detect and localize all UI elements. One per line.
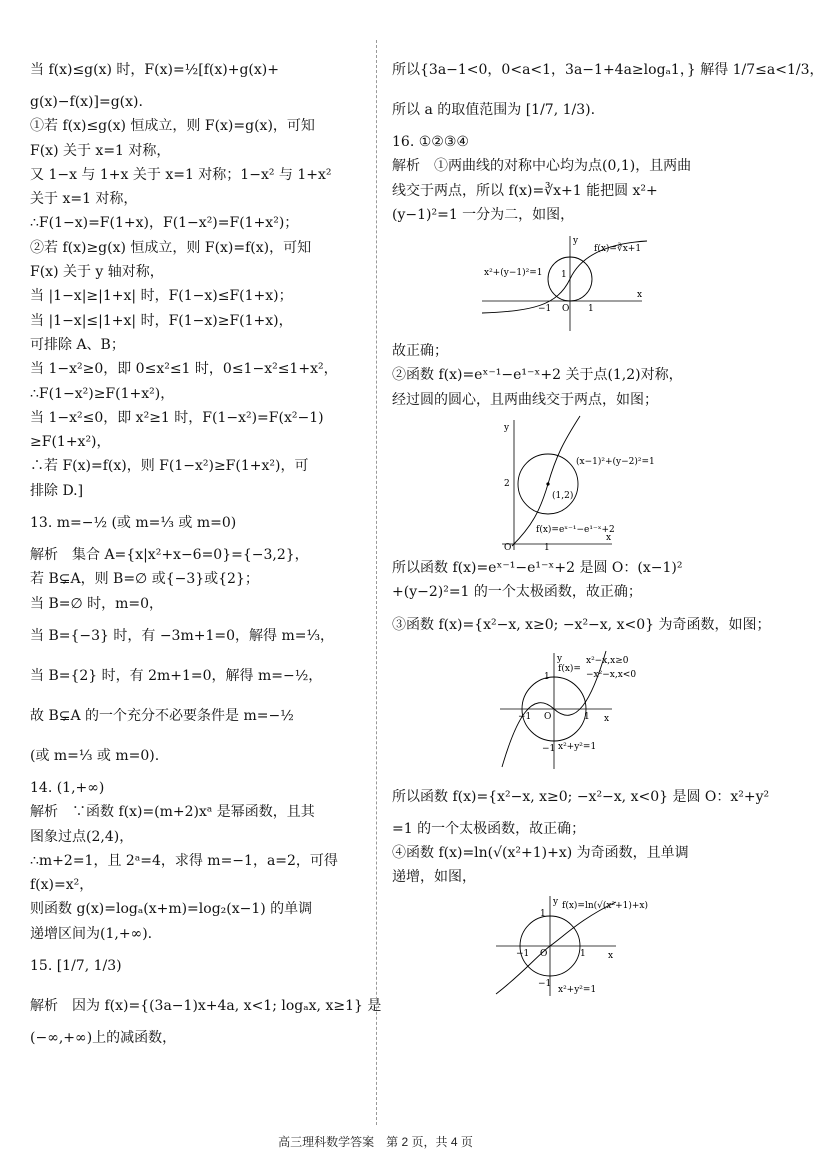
left-column xyxy=(30,50,382,1050)
text-line: 当 |1−x|≤|1+x| 时，F(1−x)≥F(1+x)， xyxy=(30,312,293,329)
figure-piecewise-circle xyxy=(392,649,742,773)
text-line: 解析 因为 f(x)={(3a−1)x+4a, x<1; logₐx, x≥1} 是 xyxy=(30,998,382,1015)
text-line: 当 1−x²≤0，即 x²≥1 时，F(1−x²)=F(x²−1) xyxy=(30,409,324,426)
text-line: 经过圆的圆心，且两曲线交于两点，如图； xyxy=(392,391,658,408)
fig3-function-label: f(x)= xyxy=(558,663,581,674)
fig3-origin: O xyxy=(544,711,552,722)
fig1-y-tick: 1 xyxy=(561,270,567,281)
fig4-x-tick: 1 xyxy=(580,948,586,959)
text-line: 递增区间为(1,+∞). xyxy=(30,925,153,942)
fig2-function-label: f(x)=eˣ⁻¹−e¹⁻ˣ+2 xyxy=(536,525,615,536)
fig1-function-label: f(x)=∛x+1 xyxy=(594,244,642,255)
text-line: 15. [1/7, 1/3) xyxy=(30,958,122,975)
text-line: +(y−2)²=1 的一个太极函数，故正确； xyxy=(392,584,642,601)
text-line: 当 f(x)≤g(x) 时，F(x)=½[f(x)+g(x)+ xyxy=(30,62,279,78)
text-line: 当 B={2} 时，有 2m+1=0，解得 m=−½， xyxy=(30,667,323,684)
fig4-x-tick-neg: −1 xyxy=(516,948,530,959)
fig2-x-tick: 1 xyxy=(544,543,550,554)
fig3-x-tick: 1 xyxy=(584,711,590,722)
text-line: 又 1−x 与 1+x 关于 x=1 对称；1−x² 与 1+x² xyxy=(30,166,332,183)
text-line: (y−1)²=1 一分为二，如图， xyxy=(392,206,575,223)
fig1-x-tick: 1 xyxy=(588,304,594,315)
text-line: (−∞,+∞)上的减函数， xyxy=(30,1030,177,1047)
text-line: 排除 D.] xyxy=(30,482,84,499)
fig1-x-tick-neg: −1 xyxy=(538,304,552,315)
fig3-y-tick: 1 xyxy=(544,671,550,682)
fig2-origin: O xyxy=(504,543,512,554)
fig1-origin: O xyxy=(562,304,570,315)
figure-log-circle xyxy=(392,894,742,998)
answer-16-part2-text xyxy=(392,339,742,412)
text-line: 若 B⊊A，则 B=∅ 或{−3}或{2}； xyxy=(30,571,259,588)
fig3-y-axis-label: y xyxy=(557,653,563,664)
fig1-circle-equation: x²+(y−1)²=1 xyxy=(484,268,543,279)
fig4-function-label: f(x)=ln(√(x²+1)+x) xyxy=(562,900,648,911)
text-line: ∴F(1−x)=F(1+x)，F(1−x²)=F(1+x²)； xyxy=(30,215,299,232)
text-line: 所以 a 的取值范围为 [1/7, 1/3). xyxy=(392,102,596,118)
text-line: ①若 f(x)≤g(x) 恒成立，则 F(x)=g(x)，可知 xyxy=(30,118,315,135)
text-line: 当 B={−3} 时，有 −3m+1=0，解得 m=⅓， xyxy=(30,627,335,644)
text-line: ③函数 f(x)={x²−x, x≥0; −x²−x, x<0} 为奇函数，如图； xyxy=(392,616,771,633)
text-line: 递增，如图， xyxy=(392,869,476,886)
text-line: F(x) 关于 x=1 对称， xyxy=(30,142,171,159)
fig2-circle-equation: (x−1)²+(y−2)²=1 xyxy=(576,457,655,468)
text-line: f(x)=x²， xyxy=(30,877,94,894)
text-line: 可排除 A、B； xyxy=(30,336,125,353)
text-line: 解析 集合 A={x|x²+x−6=0}={−3,2}， xyxy=(30,547,309,564)
fig2-x-axis-label: x xyxy=(606,533,612,544)
text-line: ∴若 F(x)=f(x)，则 F(1−x²)≥F(1+x²)，可 xyxy=(30,458,309,475)
fig2-y-tick: 2 xyxy=(504,479,510,490)
fig3-branch-2: −x²−x,x<0 xyxy=(586,669,637,680)
text-line: ②函数 f(x)=eˣ⁻¹−e¹⁻ˣ+2 关于点(1,2)对称， xyxy=(392,367,683,384)
text-line: g(x)−f(x)]=g(x). xyxy=(30,94,143,110)
text-line: ∴m+2=1，且 2ᵃ=4，求得 m=−1，a=2，可得 xyxy=(30,852,338,869)
fig4-circle-equation: x²+y²=1 xyxy=(558,984,597,995)
text-line: =1 的一个太极函数，故正确； xyxy=(392,820,586,837)
fig4-y-tick-neg: −1 xyxy=(538,978,552,989)
text-line: 关于 x=1 对称， xyxy=(30,191,138,208)
fig3-x-axis-label: x xyxy=(604,713,610,724)
text-line: 解析 ∵函数 f(x)=(m+2)xᵃ 是幂函数，且其 xyxy=(30,804,315,821)
fig4-y-axis-label: y xyxy=(553,896,559,907)
text-line: 16. ①②③④ xyxy=(392,134,469,150)
text-line: F(x) 关于 y 轴对称， xyxy=(30,264,164,281)
right-column xyxy=(392,50,824,1002)
text-line: 14. (1,+∞) xyxy=(30,779,105,796)
text-line: 故正确； xyxy=(392,343,448,360)
text-line: 图象过点(2,4)， xyxy=(30,828,134,845)
fig4-origin: O xyxy=(540,948,548,959)
fig4-x-axis-label: x xyxy=(608,950,614,961)
text-line: (或 m=⅓ 或 m=0). xyxy=(30,747,160,764)
text-line: 当 1−x²≥0，即 0≤x²≤1 时，0≤1−x²≤1+x²， xyxy=(30,361,338,378)
fig3-x-tick-neg: −1 xyxy=(518,711,532,722)
fig2-y-axis-label: y xyxy=(504,423,510,434)
text-line: 所以{3a−1<0，0<a<1，3a−1+4a≥logₐ1，} 解得 1/7≤a<1/3， xyxy=(392,62,824,78)
figure-exp-circle xyxy=(392,416,742,552)
text-line: 线交于两点，所以 f(x)=∛x+1 能把圆 x²+ xyxy=(392,182,658,199)
text-line: ∴F(1−x²)≥F(1+x²)， xyxy=(30,385,175,402)
text-line: ≥F(1+x²)， xyxy=(30,434,111,451)
fig3-branch-1: x²−x,x≥0 xyxy=(586,655,629,666)
text-line: 13. m=−½ (或 m=⅓ 或 m=0) xyxy=(30,515,237,532)
text-line: 所以函数 f(x)={x²−x, x≥0; −x²−x, x<0} 是圆 O：x²+y² xyxy=(392,788,770,805)
text-line: ④函数 f(x)=ln(√(x²+1)+x) 为奇函数，且单调 xyxy=(392,844,689,861)
answer-15-16-text xyxy=(392,50,824,227)
text-line: 故 B⊊A 的一个充分不必要条件是 m=−½ xyxy=(30,707,294,724)
answer-16-part3-text xyxy=(392,556,771,645)
text-line: 解析 ①两曲线的对称中心均为点(0,1)，且两曲 xyxy=(392,158,692,175)
text-line: 所以函数 f(x)=eˣ⁻¹−e¹⁻ˣ+2 是圆 O：(x−1)² xyxy=(392,560,683,577)
column-divider xyxy=(376,40,377,1125)
text-line: 当 B=∅ 时，m=0， xyxy=(30,595,164,612)
text-line: 则函数 g(x)=logₐ(x+m)=log₂(x−1) 的单调 xyxy=(30,901,313,918)
page-footer: 高三理科数学答案 第 2 页，共 4 页 xyxy=(278,1135,473,1149)
text-line: 当 |1−x|≥|1+x| 时，F(1−x)≤F(1+x)； xyxy=(30,288,293,305)
text-line: ②若 f(x)≥g(x) 恒成立，则 F(x)=f(x)，可知 xyxy=(30,239,312,256)
fig1-x-axis-label: x xyxy=(637,290,643,301)
answer-16-part4-text xyxy=(392,777,770,890)
fig3-y-tick-neg: −1 xyxy=(542,743,556,754)
fig3-circle-equation: x²+y²=1 xyxy=(558,741,597,752)
fig2-point-label: (1,2) xyxy=(552,491,574,502)
fig4-y-tick: 1 xyxy=(540,908,546,919)
fig1-y-axis-label: y xyxy=(573,236,579,247)
figure-cuberoot-circle xyxy=(392,231,742,335)
